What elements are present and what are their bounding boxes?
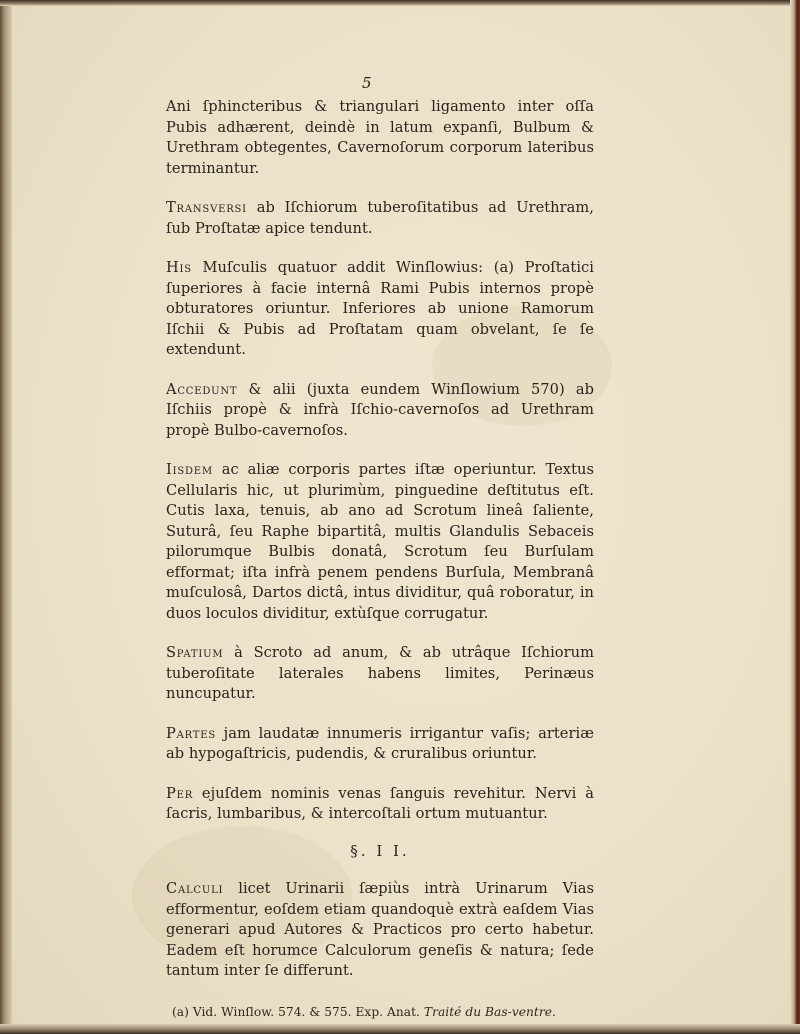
paragraph-lead: Iisdem (166, 461, 213, 478)
book-cover-edge (790, 0, 800, 1034)
paragraph-lead: His (166, 259, 192, 276)
footnote (166, 1004, 594, 1020)
paragraph-text: jam laudatæ innumeris irrigantur vaſis; arteriæ ab hypogaſtricis, pudendis, & cruralibus oriuntur. (166, 724, 594, 762)
footnote-title: Traité du Bas-ventre. (423, 1004, 556, 1019)
paragraph-text: & alii (juxta eundem Winſlowium 570) ab Iſchiis propè & infrà Iſchio-cavernoſos ad Urethram propè Bulbo-cavernoſos. (166, 380, 594, 439)
paragraph-text: Muſculis quatuor addit Winſlowius: (a) Proſtatici ſuperiores à facie internâ Rami Pubis internos propè obturatores oriuntur. Inferiores ab unione Ramorum Iſchii & Pubis ad Proſtatam quam obvelant, ſe ſe extendunt. (166, 259, 594, 358)
paragraph-lead: Calculi (166, 880, 224, 897)
body-text (166, 76, 594, 1020)
footnote-text: (a) Vid. Winſlow. 574. & 575. Exp. Anat. (172, 1004, 424, 1019)
page-bottom-edge (0, 1024, 800, 1034)
page-number: 5 (362, 74, 372, 92)
paragraph (166, 97, 594, 179)
paragraph-text: licet Urinarii ſæpiùs intrà Urinarum Vias efformentur, eoſdem etiam quandoquè extrà eaſdem Vias generari apud Autores & Practicos pro certo habetur. Eadem eſt horumce Calculorum geneſis & natura; ſede tantum inter ſe differunt. (166, 880, 594, 979)
paragraph-lead: Per (166, 784, 194, 802)
paragraph-text: à Scroto ad anum, & ab utrâque Iſchiorum tuberoſitate laterales habens limites, Perinæus nuncupatur. (166, 644, 594, 702)
paragraph (166, 724, 594, 765)
paragraph (166, 784, 594, 825)
paragraph (166, 198, 594, 239)
paragraph-lead: Spatium (166, 644, 224, 661)
book-gutter (0, 0, 12, 1034)
page-top-edge (0, 0, 800, 6)
paragraph-text: ac aliæ corporis partes iſtæ operiuntur. Textus Cellularis hic, ut plurimùm, pinguedine deſtitutus eſt. Cutis laxa, tenuis, ab ano ad Scrotum lineâ ſaliente, Suturâ, ſeu Raphe bipartitâ, multis Glandulis Sebaceis pilorumque Bulbis donatâ, Scrotum ſeu Burſulam efformat; iſta infrà penem pendens Burſula, Membranâ muſculosâ, Dartos dictâ, intus dividitur, quâ roboratur, in duos loculos dividitur, extùſque corrugatur. (166, 461, 594, 622)
paragraph-lead: Accedunt (166, 380, 238, 398)
paragraph (166, 643, 594, 705)
paragraph-text: ab Iſchiorum tuberoſitatibus ad Urethram, ſub Proſtatæ apice tendunt. (166, 199, 594, 237)
paragraph (166, 258, 594, 361)
paragraph-lead: Transversi (166, 199, 247, 216)
paragraph-text: ejuſdem nominis venas ſanguis revehitur. Nervi à ſacris, lumbaribus, & intercoſtali ortum mutuantur. (166, 784, 594, 822)
paragraph-lead: Partes (166, 724, 217, 742)
paragraph (166, 879, 594, 982)
paragraph (166, 460, 594, 624)
section-heading: §. I I. (350, 841, 410, 860)
paragraph (166, 380, 594, 442)
paragraph-text: Ani ſphincteribus & triangulari ligamento inter oſſa Pubis adhærent, deindè in latum expanſi, Bulbum & Urethram obtegentes, Cavernoſorum corporum lateribus terminantur. (166, 98, 594, 177)
